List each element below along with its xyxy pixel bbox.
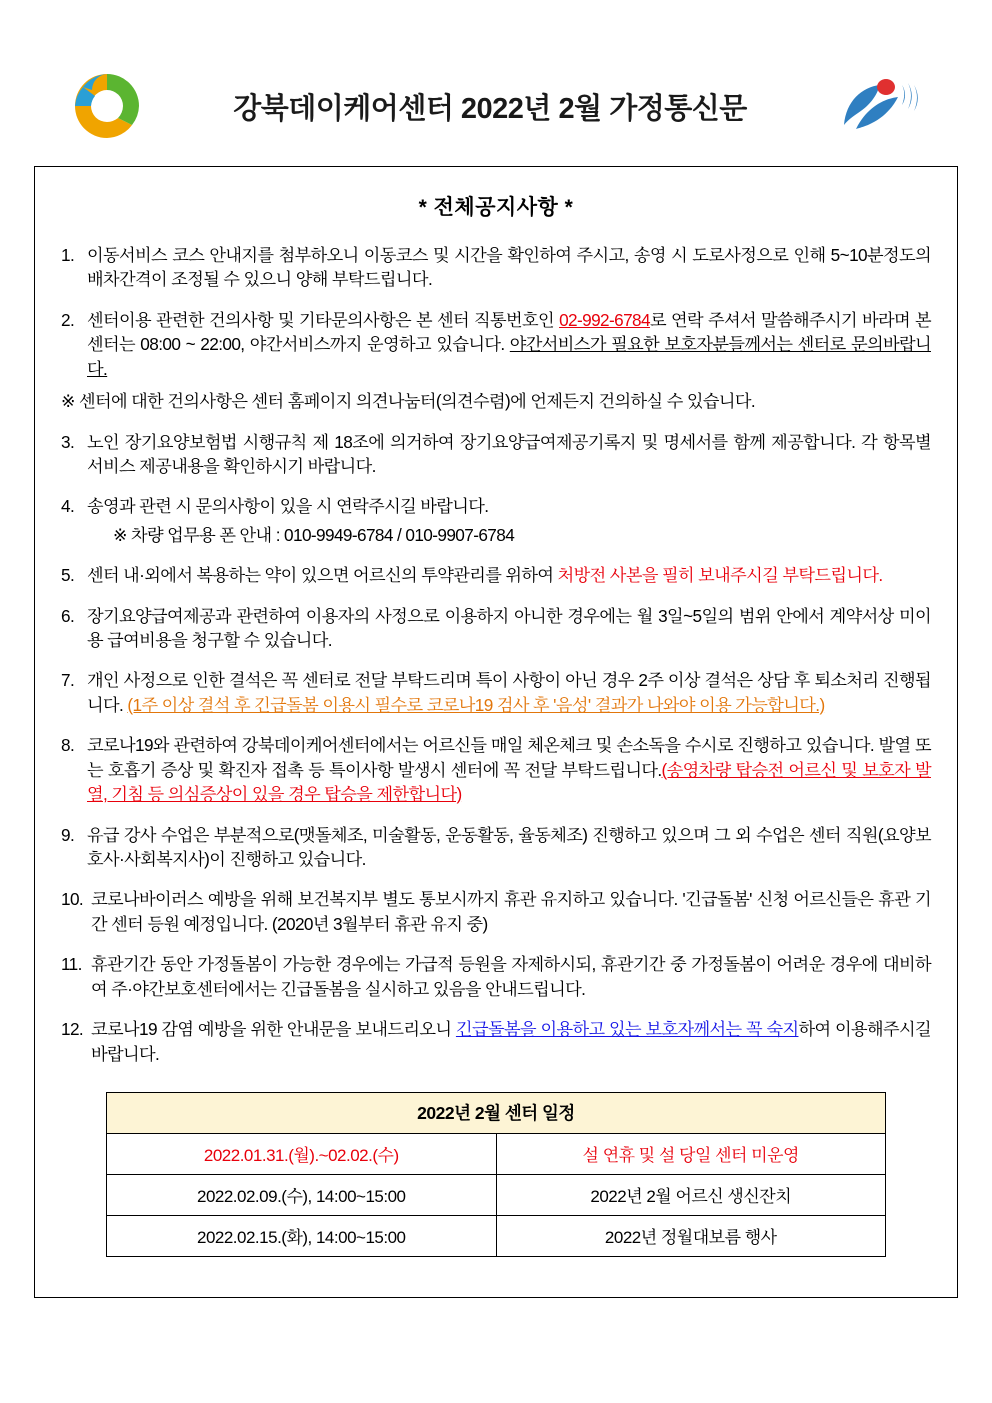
- table-row: [107, 1174, 886, 1215]
- notice-item: [61, 668, 931, 717]
- text-segment: 하여 이용해주시길 바랍니다.: [91, 1019, 931, 1064]
- schedule-table-wrapper: [106, 1092, 886, 1257]
- schedule-date: 2022.01.31.(월).~02.02.(수): [107, 1133, 497, 1174]
- notice-item: [61, 494, 931, 547]
- notice-subnote: ※ 센터에 대한 건의사항은 센터 홈페이지 의견나눔터(의견수렴)에 언제든지 건의하실 수 있습니다.: [61, 391, 756, 412]
- table-header-row: [107, 1092, 886, 1133]
- schedule-content: 설 연휴 및 설 당일 센터 미운영: [496, 1133, 886, 1174]
- notice-item-number: 7.: [61, 670, 75, 691]
- notice-item: [61, 308, 931, 381]
- text-segment: 센터 내·외에서 복용하는 약이 있으면 어르신의 투약관리를 위하여: [87, 565, 558, 586]
- text-segment-red-underline: (송영차량 탑승전 어르신 및 보호자 발열, 기침 등 의심증상이 있을 경우 탑승을 제한합니다): [87, 759, 931, 805]
- notice-item-number: 12.: [61, 1019, 84, 1040]
- notice-item-number: 8.: [61, 735, 75, 756]
- text-segment: 이동서비스 코스 안내지를 첨부하오니 이동코스 및 시간을 확인하여 주시고, 송영 시 도로사정으로 인해 5~10분정도의 배차간격이 조정될 수 있으니 양해 부탁드립니다.: [87, 245, 931, 290]
- schedule-caption: 2022년 2월 센터 일정: [107, 1092, 886, 1133]
- notice-item-body: 노인 장기요양보험법 시행규칙 제 18조에 의거하여 장기요양급여제공기록지 및 명세서를 함께 제공합니다. 각 항목별 서비스 제공내용을 확인하시기 바랍니다.: [87, 431, 931, 476]
- notice-item-number: 4.: [61, 496, 75, 517]
- notice-item: [61, 733, 931, 806]
- notice-item-number: 5.: [61, 565, 75, 586]
- notice-item: [61, 952, 931, 1001]
- text-segment-blue-underline: 긴급돌봄을 이용하고 있는 보호자께서는 꼭 숙지: [455, 1019, 799, 1040]
- text-segment: 코로나19 감염 예방을 위한 안내문을 보내드리오니: [91, 1019, 456, 1040]
- notice-item: [61, 887, 931, 936]
- text-segment-orange: (1주 이상 결석 후 긴급돌봄 이용시 필수로 코로나19 검사 후 '음성' 결과가 나와야 이용 가능합니다.): [127, 694, 825, 715]
- korea-government-symbol-logo-icon: [836, 75, 922, 137]
- text-segment-red: 처방전 사본을 필히 보내주시길 부탁드립니다.: [557, 565, 883, 586]
- text-segment: 개인 사정으로 인한 결석은 꼭 센터로 전달 부탁드리며 특이 사항이 아닌 경우 2주 이상 결석은 상담 후 퇴소처리 진행됩니다.: [87, 670, 931, 715]
- schedule-date: 2022.02.09.(수), 14:00~15:00: [107, 1174, 497, 1215]
- notice-item-body: 휴관기간 동안 가정돌봄이 가능한 경우에는 가급적 등원을 자제하시되, 휴관기간 중 가정돌봄이 어려운 경우에 대비하여 주·야간보호센터에서는 긴급돌봄을 실시하고 있음을 안내드립니다.: [91, 954, 931, 999]
- notice-item-body: [87, 494, 931, 547]
- notice-box: [34, 166, 958, 1298]
- schedule-date: 2022.02.15.(화), 14:00~15:00: [107, 1215, 497, 1256]
- notice-title: * 전체공지사항 *: [418, 196, 574, 219]
- text-segment: 송영과 관련 시 문의사항이 있을 시 연락주시길 바랍니다.: [87, 496, 489, 517]
- notice-item: [61, 563, 931, 587]
- text-segment: 로 연락 주셔서 말씀해주시기 바라며 본 센터는 08:00 ~ 22:00, 야간서비스까지 운영하고 있습니다.: [87, 309, 931, 355]
- notice-item-body: [87, 733, 931, 806]
- vehicle-phone-note: ※ 차량 업무용 폰 안내 : 010-9949-6784 / 010-9907-6784: [113, 524, 515, 545]
- document-header: [34, 60, 958, 152]
- circular-swirl-logo-icon: [70, 69, 144, 143]
- center-phone-number: 02-992-6784: [559, 309, 650, 330]
- text-segment: 코로나19와 관련하여 강북데이케어센터에서는 어르신들 매일 체온체크 및 손소독을 수시로 진행하고 있습니다. 발열 또는 호흡기 증상 및 확진자 접촉 등 특이사항 발생시 센터에 꼭 전달 부탁드립니다.: [87, 735, 931, 780]
- notice-item-number: 10.: [61, 889, 84, 910]
- notice-item-body: 코로나바이러스 예방을 위해 보건복지부 별도 통보시까지 휴관 유지하고 있습니다. '긴급돌봄' 신청 어르신들은 휴관 기간 센터 등원 예정입니다. (2020년 3월부터 휴관 유지 중): [91, 889, 931, 934]
- notice-item: [61, 823, 931, 872]
- notice-item: [61, 430, 931, 479]
- notice-item: [61, 604, 931, 653]
- table-row: [107, 1133, 886, 1174]
- notice-item-body: [91, 1017, 931, 1066]
- text-segment: 센터이용 관련한 건의사항 및 기타문의사항은 본 센터 직통번호인: [87, 309, 560, 330]
- schedule-content: 2022년 정월대보름 행사: [496, 1215, 886, 1256]
- notice-item-body: [87, 668, 931, 717]
- notice-item-number: 9.: [61, 824, 75, 845]
- notice-item: [61, 1017, 931, 1066]
- notice-item-body: [87, 308, 931, 381]
- table-row: [107, 1215, 886, 1256]
- notice-item-number: 11.: [61, 954, 82, 975]
- notice-item-body: [87, 563, 931, 587]
- notice-item-number: 2.: [61, 309, 75, 330]
- notice-item-number: 1.: [61, 245, 75, 265]
- notice-item-body: 유급 강사 수업은 부분적으로(맷돌체조, 미술활동, 운동활동, 율동체조) 진행하고 있으며 그 외 수업은 센터 직원(요양보호사·사회복지사)이 진행하고 있습니다.: [87, 824, 931, 870]
- schedule-table: [106, 1092, 886, 1257]
- page-title: 강북데이케어센터 2022년 2월 가정통신문: [233, 92, 747, 125]
- schedule-content: 2022년 2월 어르신 생신잔치: [496, 1174, 886, 1215]
- notice-item-body: 장기요양급여제공과 관련하여 이용자의 사정으로 이용하지 아니한 경우에는 월 3일~5일의 범위 안에서 계약서상 미이용 급여비용을 청구할 수 있습니다.: [87, 605, 931, 651]
- notice-item-number: 3.: [61, 431, 75, 452]
- notice-item-body: [87, 243, 931, 292]
- notice-item-number: 6.: [61, 605, 75, 626]
- notice-item: [61, 243, 931, 292]
- text-segment-underline: 야간서비스가 필요한 보호자분들께서는 센터로 문의바랍니다.: [87, 334, 931, 379]
